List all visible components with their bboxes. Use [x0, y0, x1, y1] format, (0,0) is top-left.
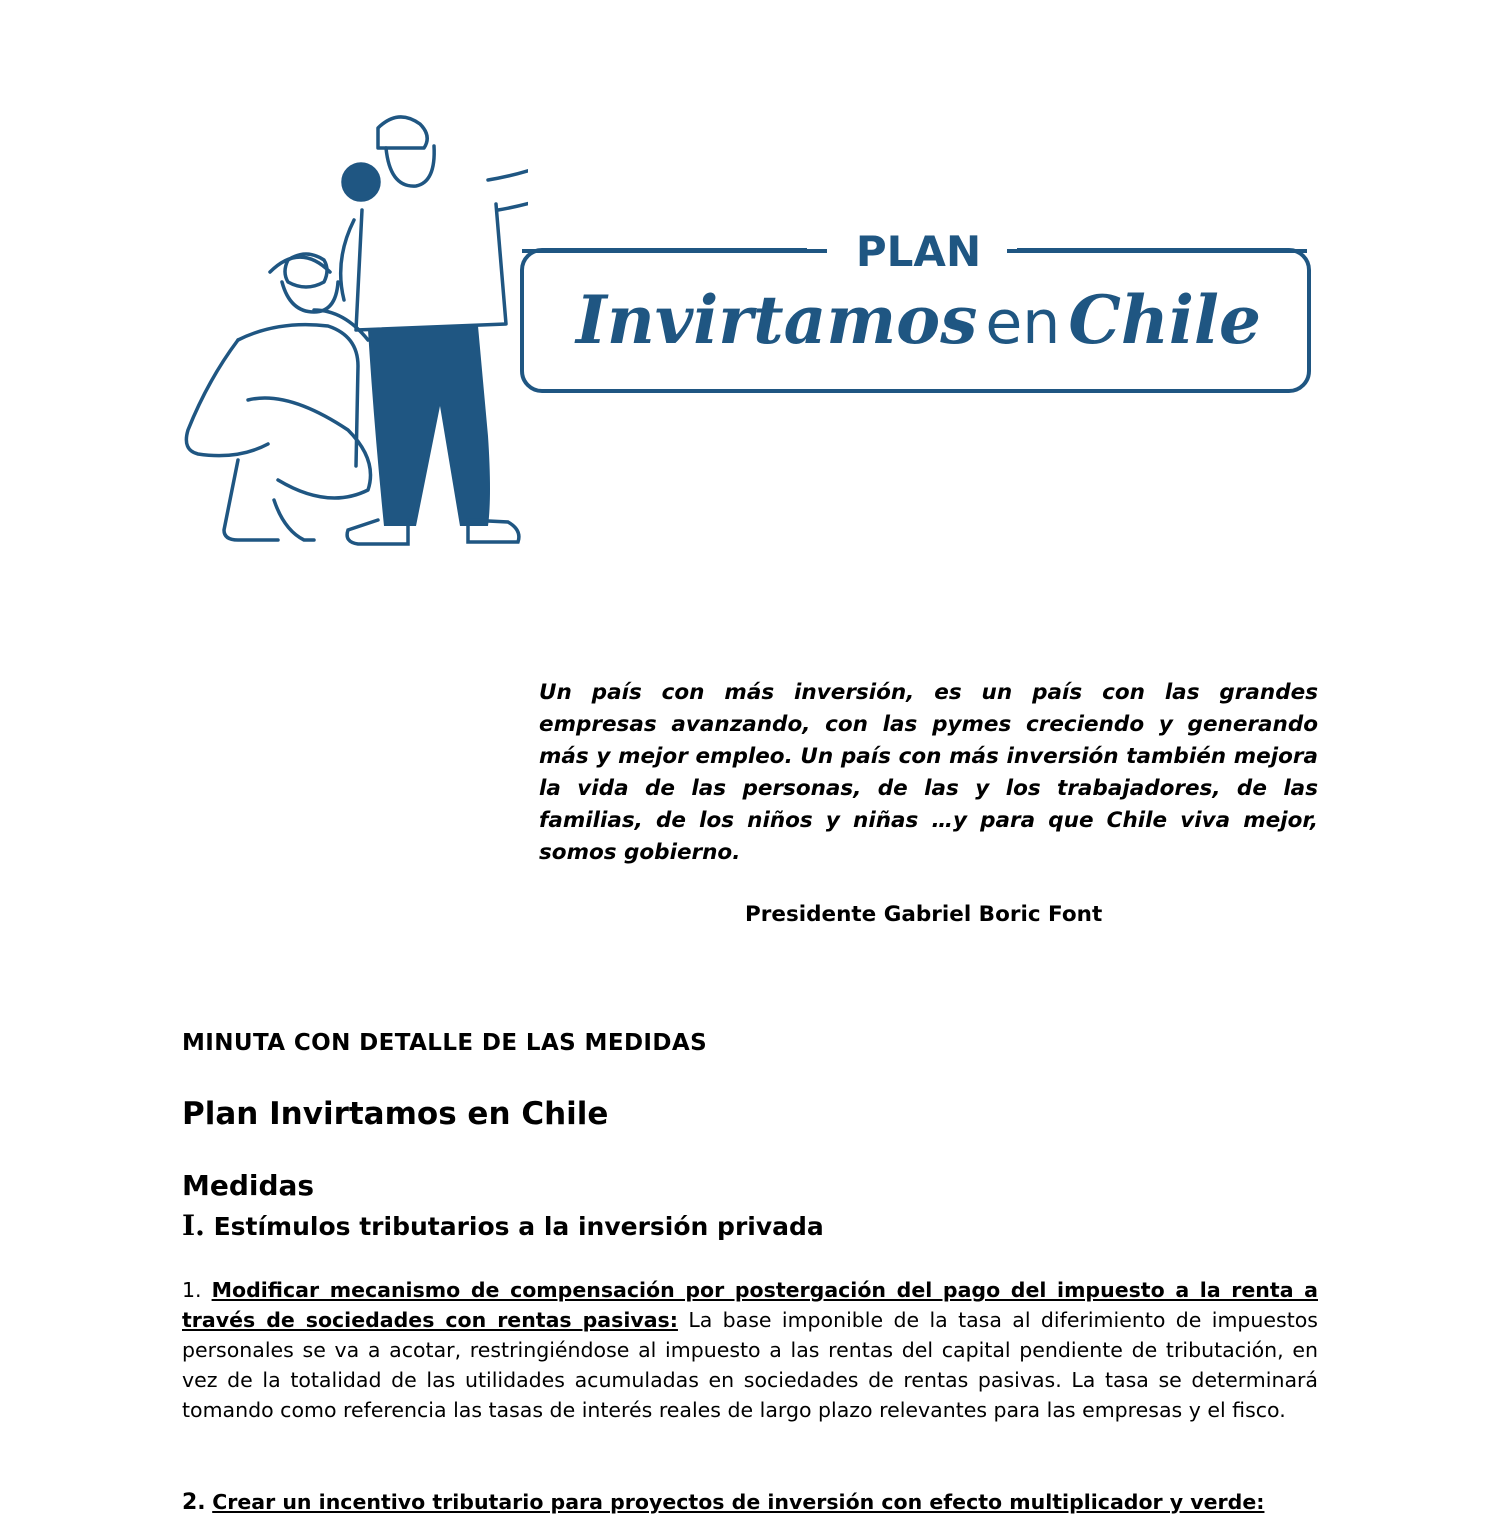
section-numeral: I.	[182, 1209, 205, 1242]
presidential-quote: Un país con más inversión, es un país con las grandes empresas avanzando, con las pymes creciendo y generando más y mejor empleo. Un país con más inversión también mejora la vida de las personas, de las y los trabajadores, de las familias, de los niños y niñas …y para que Chile viva mejor, somos gobierno.	[539, 680, 1318, 865]
measure-lead: Modificar mecanismo de compensación por postergación del pago del impuesto a la renta a través de sociedades con rentas pasivas:	[182, 1278, 1318, 1332]
medidas-heading: Medidas	[182, 1169, 315, 1202]
measure-number: 1.	[182, 1278, 202, 1302]
section-heading	[182, 1207, 824, 1246]
logo-plan-word: PLAN	[855, 227, 982, 276]
logo-word-en: en	[985, 288, 1061, 358]
minuta-title: MINUTA CON DETALLE DE LAS MEDIDAS	[182, 1030, 708, 1056]
plan-logo	[517, 225, 1320, 400]
measure-number: 2.	[182, 1490, 206, 1515]
measure-body: La base imponible de la tasa al diferimiento de impuestos personales se va a acotar, restringiéndose al impuesto a las rentas del capital pendiente de tributación, en vez de la totalidad de las utilidades acumuladas en sociedades de rentas pasivas. La tasa se determinará tomando como referencia las tasas de interés reales de largo plazo relevantes para las empresas y el fisco.	[182, 1308, 1318, 1422]
logo-wordmark	[517, 281, 1320, 373]
measure-lead: Crear un incentivo tributario para proyectos de inversión con efecto multiplicador y verde:	[212, 1490, 1265, 1514]
measure-item	[182, 1275, 1318, 1425]
quote-author: Presidente Gabriel Boric Font	[745, 902, 1103, 927]
section-title: Estímulos tributarios a la inversión privada	[213, 1212, 824, 1241]
logo-word-invirtamos: Invirtamos	[576, 281, 978, 359]
plan-title: Plan Invirtamos en Chile	[182, 1096, 609, 1132]
measure-item	[182, 1487, 1318, 1515]
two-workers-hardhats-illustration	[178, 100, 528, 552]
logo-word-chile: Chile	[1068, 281, 1261, 359]
